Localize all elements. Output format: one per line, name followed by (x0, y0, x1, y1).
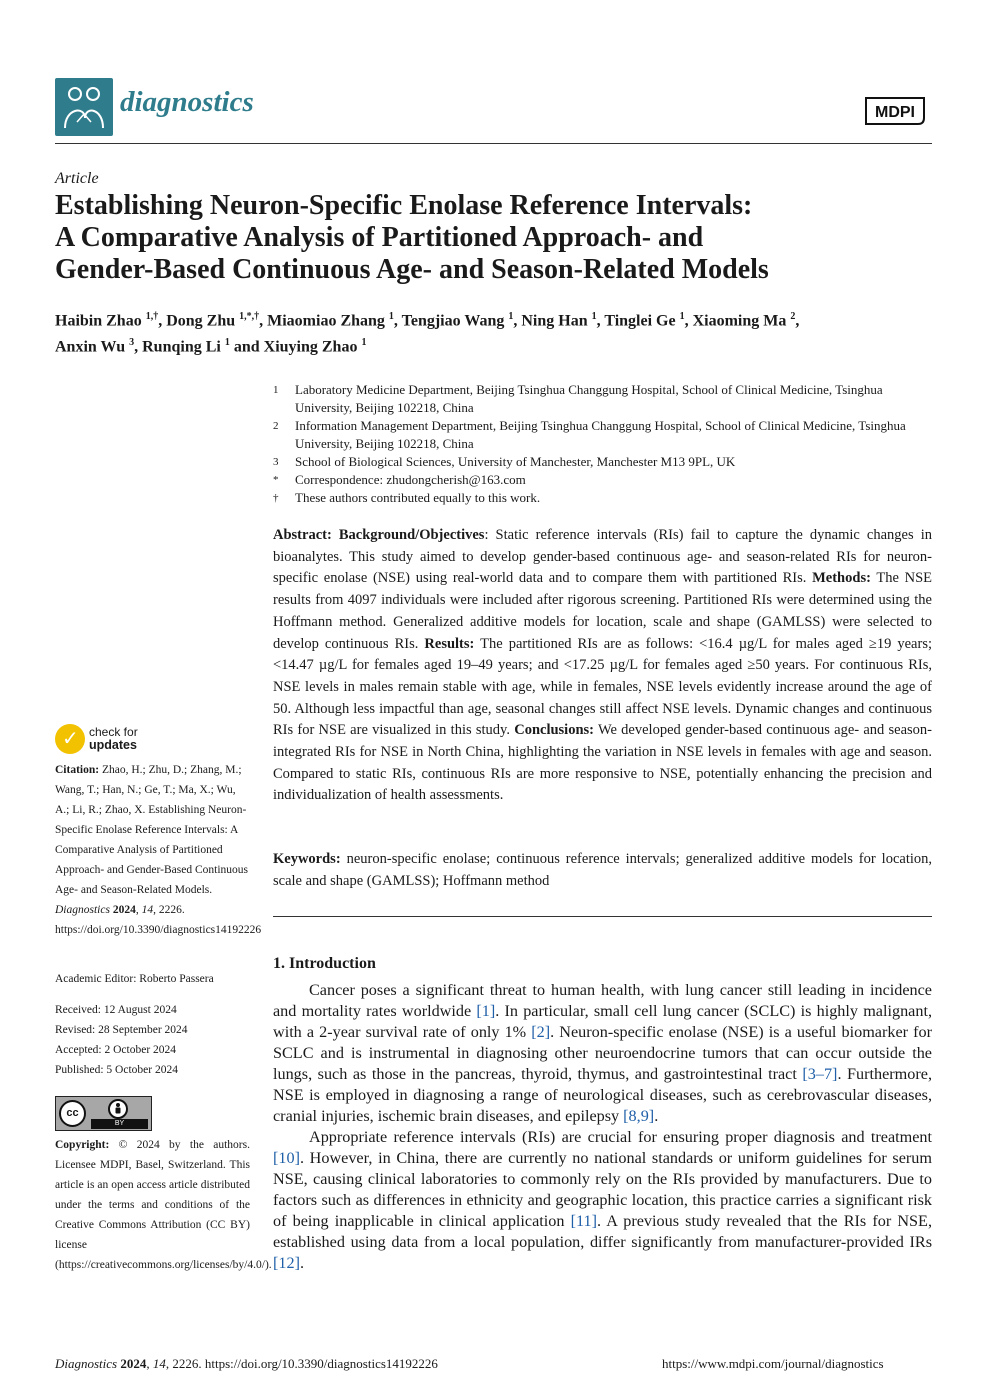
author-name[interactable]: Xiaoming Ma (692, 312, 787, 330)
date-revised: Revised: 28 September 2024 (55, 1024, 188, 1036)
citation-link[interactable]: [8,9] (623, 1107, 655, 1125)
check-updates-text (89, 726, 138, 752)
cc-icon: cc (59, 1100, 86, 1127)
check-for-updates-badge[interactable] (55, 724, 245, 758)
affiliation-mark: 1 (273, 384, 279, 396)
date-published: Published: 5 October 2024 (55, 1064, 178, 1076)
affiliation-text: Information Management Department, Beijing Tsinghua Changgung Hospital, School of Clinical Medicine, Tsinghua University, Beijing 102218, China (295, 418, 906, 451)
keywords (273, 849, 932, 892)
citation-label: Citation: (55, 764, 100, 776)
text-run: . Furthermore, NSE is employed in diagnosing a range of neurological diseases, such as cerebrovascular diseases, cranial injuries, ischemic brain diseases, and epilepsy (273, 1065, 932, 1125)
citation-link[interactable]: [1] (476, 1002, 496, 1020)
checkmark-icon: ✓ (62, 726, 79, 750)
keywords-text: neuron-specific enolase; continuous reference intervals; generalized additive models for location, scale and shape (GAMLSS); Hoffmann method (273, 851, 932, 889)
cc-by-label: BY (91, 1119, 148, 1129)
methods-label: Methods: (812, 570, 871, 587)
citation-link[interactable]: [11] (570, 1212, 597, 1230)
author-affiliation-mark: 1,† (145, 311, 159, 322)
section-heading: 1. Introduction (273, 955, 376, 972)
correspondence-item (273, 471, 933, 489)
footer-citation: Diagnostics 2024, 14, 2226. https://doi.org/10.3390/diagnostics14192226 (55, 1356, 438, 1371)
text-run: Appropriate reference intervals (RIs) are crucial for ensuring proper diagnosis and treatment (309, 1128, 932, 1146)
author-affiliation-mark: 1 (679, 311, 685, 322)
paragraph (273, 980, 932, 1127)
author-name[interactable]: Tinglei Ge (604, 312, 676, 330)
affiliation-item (273, 381, 933, 417)
academic-editor: Academic Editor: Roberto Passera (55, 973, 214, 985)
author-name[interactable]: Miaomiao Zhang (267, 312, 385, 330)
affiliation-mark: * (273, 474, 279, 486)
author-name[interactable]: Dong Zhu (166, 312, 236, 330)
author-affiliation-mark: 2 (790, 311, 796, 322)
author-name[interactable]: Xiuying Zhao (263, 338, 358, 356)
conclusions-label: Conclusions: (514, 722, 594, 739)
citation-journal: Diagnostics (55, 904, 110, 916)
results-text: The partitioned RIs are as follows: <16.4 µg/L for males aged ≥19 years; <14.47 µg/L for females aged 19–49 years; and <17.25 µg/L for females aged ≥50 years. For continuous RIs, NSE levels in males remain stable with age, while in females, NSE levels evidently increase around the age of 50. Although less impactful than age, seasonal changes still affect NSE levels. Dynamic changes and continuous RIs for NSE are visualized in this study. (273, 635, 932, 739)
paragraph (273, 1127, 932, 1274)
citation-block: Citation: Zhao, H.; Zhu, D.; Zhang, M.; Wang, T.; Han, N.; Ge, T.; Ma, X.; Wu, A.; Li, R.; Zhao, X. Establishing Neuron-Specific Enolase Reference Intervals: A Comparative Analysis of Partitioned Approach- and Gender-Based Continuous Age- and Season-Related Models. Diagnostics 2024, 14, 2226. https://doi.org/10.3390/diagnostics14192226 (55, 764, 262, 936)
methods-text: The NSE results from 4097 individuals were included after rigorous screening. Partitioned RIs were determined using the Hoffmann method. Generalized additive models for location, scale and shape (GAMLSS) were selected to develop continuous RIs. (273, 570, 932, 652)
text-run: . However, in China, there are currently no national standards or uniform guidelines for serum NSE, causing clinical laboratories to commonly rely on the RIs provided by manufacturers. Due to factors such as differences in ethnicity and geographic location, this practice carries a significant risk of being inapplicable in clinical application (273, 1149, 932, 1230)
affiliation-item (273, 417, 933, 453)
introduction-body (273, 980, 932, 1274)
author-connector: and (233, 338, 260, 356)
title-line: A Comparative Analysis of Partitioned Approach- and (55, 222, 704, 253)
updates-line: updates (89, 738, 137, 752)
results-label: Results: (424, 635, 475, 652)
author-affiliation-mark: 1 (388, 311, 394, 322)
author-affiliation-mark: 1 (508, 311, 514, 322)
journal-logo-icon (55, 78, 113, 136)
citation-text: Zhao, H.; Zhu, D.; Zhang, M.; Wang, T.; Han, N.; Ge, T.; Ma, X.; Wu, A.; Li, R.; Zhao, X. Establishing Neuron-Specific Enolase Reference Intervals: A Comparative Analysis of Partitioned Approach- and Gender-Based Continuous Age- and Season-Related Models. (55, 764, 248, 896)
journal-name: diagnostics (120, 86, 254, 118)
abstract-label: Abstract: (273, 527, 332, 543)
author-affiliation-mark: 1 (591, 311, 597, 322)
date-accepted: Accepted: 2 October 2024 (55, 1044, 177, 1056)
author-name[interactable]: Haibin Zhao (55, 312, 142, 330)
author-affiliation-mark: 3 (129, 337, 135, 349)
title-line: Gender-Based Continuous Age- and Season-Related Models (55, 254, 769, 285)
note-text: These authors contributed equally to this work. (295, 490, 541, 505)
header-divider (55, 143, 932, 144)
author-name[interactable]: Ning Han (521, 312, 588, 330)
affiliation-mark: 3 (273, 456, 279, 468)
footer-volume: 14 (152, 1356, 166, 1371)
check-line: check for (89, 725, 138, 739)
section-divider (273, 916, 932, 917)
copyright-text: © 2024 by the authors. Licensee MDPI, Basel, Switzerland. This article is an open access article distributed under the terms and conditions of the Creative Commons Attribution (CC BY) license (https://creativecommons.org/licenses/by/4.0/). (55, 1139, 272, 1271)
footer-year: 2024 (120, 1356, 147, 1371)
copyright-block (55, 1135, 272, 1275)
footer-journal-url[interactable]: https://www.mdpi.com/journal/diagnostics (662, 1356, 884, 1371)
text-run: . In particular, small cell lung cancer (SCLC) is highly malignant, with a 2-year survival rate of only 1% (273, 1002, 932, 1041)
publisher-name: MDPI (875, 104, 915, 121)
article-title (55, 190, 935, 286)
affiliation-text: School of Biological Sciences, University of Manchester, Manchester M13 9PL, UK (295, 454, 736, 469)
affiliations (273, 381, 933, 507)
text-run: Cancer poses a significant threat to human health, with lung cancer still leading in incidence and mortality rates worldwide (273, 981, 932, 1020)
citation-link[interactable]: [3–7] (802, 1065, 838, 1083)
equal-contribution-note (273, 489, 933, 507)
footer-journal: Diagnostics (55, 1356, 118, 1371)
text-run: . (654, 1107, 659, 1125)
citation-year: 2024 (112, 904, 136, 916)
author-name[interactable]: Anxin Wu (55, 338, 126, 356)
article-type: Article (55, 170, 99, 187)
citation-doi[interactable]: , 2226. https://doi.org/10.3390/diagnostics14192226 (55, 904, 262, 936)
citation-volume: 14 (141, 904, 154, 916)
background-label: Background/Objectives (338, 527, 485, 543)
background-text: : Static reference intervals (RIs) fail to capture the dynamic changes in bioanalytes. This study aimed to develop gender-based continuous age- and season-related RIs for neuron-specific enolase (NSE) using real-world data and to compare them with partitioned RIs. (273, 527, 932, 587)
affiliation-item (273, 453, 933, 471)
publication-dates (55, 1000, 250, 1080)
citation-link[interactable]: [10] (273, 1149, 300, 1167)
footer-doi[interactable]: , 2226. https://doi.org/10.3390/diagnostics14192226 (165, 1356, 438, 1371)
author-affiliation-mark: 1,*,† (239, 311, 260, 322)
text-run: . A previous study revealed that the RIs for NSE, established using data from a local population, differ significantly from manufacturer-provided IRs (273, 1212, 932, 1251)
copyright-label: Copyright: (55, 1139, 110, 1151)
date-received: Received: 12 August 2024 (55, 1004, 177, 1016)
citation-link[interactable]: [2] (531, 1023, 551, 1041)
affiliation-mark: † (273, 492, 279, 504)
citation-link[interactable]: [12] (273, 1254, 300, 1272)
author-list: Haibin Zhao $^{1,\dagger}$, Dong Zhu $^{1,*,\dagger}$, Miaomiao Zhang $^1$, Tengjiao Wang $^1$, Ning Han $^1$, Tinglei Ge $^1$, Xiaoming Ma $^2$, Anxin Wu $^3$, Runqing Li $^1$ and Xiuying Zhao $^1$ (55, 311, 800, 356)
title-line: Establishing Neuron-Specific Enolase Reference Intervals: (55, 190, 753, 221)
attribution-person-icon (108, 1099, 128, 1119)
conclusions-text: We developed gender-based continuous age- and season-integrated RIs for NSE in North China, highlighting the variation in NSE levels in females with age and season. Compared to static RIs, continuous RIs are more responsive to NSE, potentially enhancing the precision and individualization of health assessments. (273, 722, 933, 804)
abstract (273, 525, 932, 807)
keywords-label: Keywords: (273, 851, 341, 867)
affiliation-mark: 2 (273, 420, 279, 432)
author-affiliation-mark: 1 (224, 337, 230, 349)
author-name[interactable]: Tengjiao Wang (401, 312, 505, 330)
affiliation-text: Laboratory Medicine Department, Beijing Tsinghua Changgung Hospital, School of Clinical Medicine, Tsinghua University, Beijing 102218, China (295, 382, 883, 415)
author-affiliation-mark: 1 (361, 337, 367, 349)
text-run: . Neuron-specific enolase (NSE) is a useful biomarker for SCLC and is instrumental in diagnosing other neuroendocrine tumors that can occur outside the lungs, such as those in the pancreas, thyroid, thymus, and gastrointestinal tract (273, 1023, 932, 1083)
author-name[interactable]: Runqing Li (142, 338, 221, 356)
publisher-logo (860, 92, 930, 128)
text-run: . (299, 1254, 305, 1272)
correspondence-text[interactable]: Correspondence: zhudongcherish@163.com (295, 472, 526, 487)
cc-by-license-badge[interactable] (55, 1096, 152, 1131)
